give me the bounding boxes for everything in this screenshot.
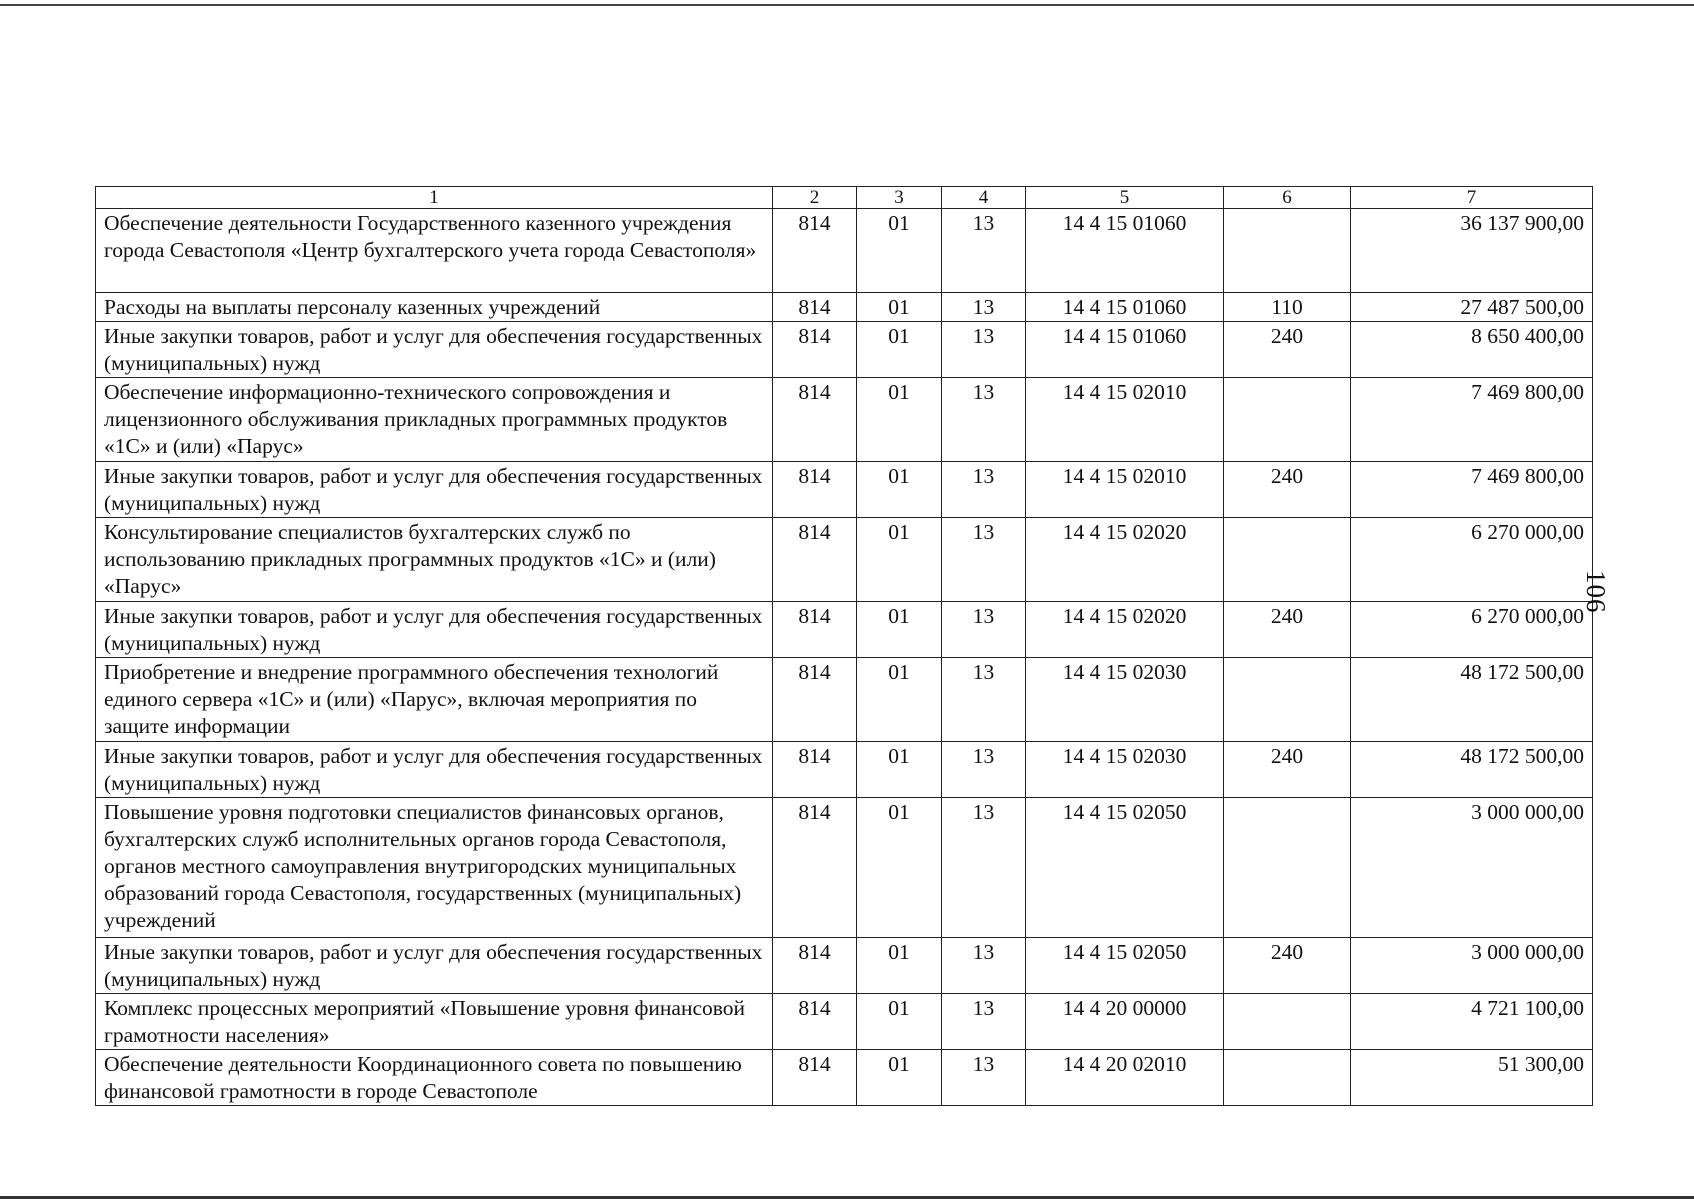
row-section: 01 bbox=[857, 518, 942, 602]
row-name: Обеспечение информационно-технического сопровождения и лицензионного обслуживания прикладных программных продуктов «1С» и (или) «Парус» bbox=[96, 378, 773, 462]
table-row bbox=[96, 462, 1593, 518]
row-section: 01 bbox=[857, 209, 942, 293]
row-section: 01 bbox=[857, 378, 942, 462]
row-expense-type: 240 bbox=[1224, 462, 1351, 518]
row-subsection: 13 bbox=[942, 378, 1026, 462]
row-subsection: 13 bbox=[942, 322, 1026, 378]
header-cell-7: 7 bbox=[1351, 187, 1593, 209]
row-subsection: 13 bbox=[942, 462, 1026, 518]
row-amount: 7 469 800,00 bbox=[1351, 378, 1593, 462]
table-row bbox=[96, 209, 1593, 293]
row-amount: 48 172 500,00 bbox=[1351, 658, 1593, 742]
row-subsection: 13 bbox=[942, 742, 1026, 798]
row-subsection: 13 bbox=[942, 994, 1026, 1050]
row-expense-type bbox=[1224, 378, 1351, 462]
table-row bbox=[96, 938, 1593, 994]
row-section: 01 bbox=[857, 293, 942, 322]
row-ministry-code: 814 bbox=[773, 518, 857, 602]
row-expense-type bbox=[1224, 798, 1351, 938]
header-cell-6: 6 bbox=[1224, 187, 1351, 209]
row-target-article: 14 4 15 02050 bbox=[1026, 938, 1224, 994]
row-name: Повышение уровня подготовки специалистов финансовых органов, бухгалтерских служб исполнительных органов города Севастополя, органов местного самоуправления внутригородских муниципальных образований города Севастополя, государственных (муниципальных) учреждений bbox=[96, 798, 773, 938]
row-ministry-code: 814 bbox=[773, 293, 857, 322]
row-expense-type bbox=[1224, 209, 1351, 293]
row-subsection: 13 bbox=[942, 293, 1026, 322]
row-name: Расходы на выплаты персоналу казенных учреждений bbox=[96, 293, 773, 322]
row-name: Обеспечение деятельности Координационного совета по повышению финансовой грамотности в городе Севастополе bbox=[96, 1050, 773, 1106]
table-row bbox=[96, 742, 1593, 798]
table-row bbox=[96, 658, 1593, 742]
row-subsection: 13 bbox=[942, 518, 1026, 602]
row-ministry-code: 814 bbox=[773, 602, 857, 658]
page-number: 106 bbox=[1581, 570, 1611, 614]
table-row bbox=[96, 293, 1593, 322]
row-section: 01 bbox=[857, 602, 942, 658]
table-row bbox=[96, 518, 1593, 602]
row-subsection: 13 bbox=[942, 798, 1026, 938]
row-amount: 48 172 500,00 bbox=[1351, 742, 1593, 798]
header-cell-3: 3 bbox=[857, 187, 942, 209]
row-section: 01 bbox=[857, 938, 942, 994]
row-target-article: 14 4 15 02010 bbox=[1026, 378, 1224, 462]
row-expense-type: 240 bbox=[1224, 938, 1351, 994]
header-cell-2: 2 bbox=[773, 187, 857, 209]
row-ministry-code: 814 bbox=[773, 938, 857, 994]
row-name: Иные закупки товаров, работ и услуг для обеспечения государственных (муниципальных) нужд bbox=[96, 938, 773, 994]
row-expense-type bbox=[1224, 518, 1351, 602]
table-row bbox=[96, 798, 1593, 938]
row-subsection: 13 bbox=[942, 938, 1026, 994]
row-name: Иные закупки товаров, работ и услуг для обеспечения государственных (муниципальных) нужд bbox=[96, 322, 773, 378]
row-target-article: 14 4 15 02050 bbox=[1026, 798, 1224, 938]
row-section: 01 bbox=[857, 322, 942, 378]
row-ministry-code: 814 bbox=[773, 462, 857, 518]
row-amount: 51 300,00 bbox=[1351, 1050, 1593, 1106]
row-amount: 8 650 400,00 bbox=[1351, 322, 1593, 378]
row-target-article: 14 4 15 02020 bbox=[1026, 518, 1224, 602]
row-amount: 3 000 000,00 bbox=[1351, 938, 1593, 994]
row-subsection: 13 bbox=[942, 658, 1026, 742]
row-ministry-code: 814 bbox=[773, 798, 857, 938]
scan-bottom-edge bbox=[0, 1196, 1694, 1199]
row-target-article: 14 4 15 02010 bbox=[1026, 462, 1224, 518]
row-target-article: 14 4 15 01060 bbox=[1026, 293, 1224, 322]
row-subsection: 13 bbox=[942, 1050, 1026, 1106]
row-name: Консультирование специалистов бухгалтерских служб по использованию прикладных программных продуктов «1С» и (или) «Парус» bbox=[96, 518, 773, 602]
table-row bbox=[96, 322, 1593, 378]
header-cell-4: 4 bbox=[942, 187, 1026, 209]
row-expense-type: 240 bbox=[1224, 322, 1351, 378]
row-name: Обеспечение деятельности Государственного казенного учреждения города Севастополя «Центр бухгалтерского учета города Севастополя» bbox=[96, 209, 773, 293]
row-name: Комплекс процессных мероприятий «Повышение уровня финансовой грамотности населения» bbox=[96, 994, 773, 1050]
row-expense-type bbox=[1224, 1050, 1351, 1106]
row-amount: 3 000 000,00 bbox=[1351, 798, 1593, 938]
row-target-article: 14 4 15 01060 bbox=[1026, 209, 1224, 293]
row-expense-type bbox=[1224, 994, 1351, 1050]
row-target-article: 14 4 15 01060 bbox=[1026, 322, 1224, 378]
row-expense-type: 110 bbox=[1224, 293, 1351, 322]
row-ministry-code: 814 bbox=[773, 209, 857, 293]
row-amount: 27 487 500,00 bbox=[1351, 293, 1593, 322]
row-expense-type bbox=[1224, 658, 1351, 742]
row-section: 01 bbox=[857, 742, 942, 798]
row-ministry-code: 814 bbox=[773, 378, 857, 462]
row-target-article: 14 4 20 02010 bbox=[1026, 1050, 1224, 1106]
row-name: Иные закупки товаров, работ и услуг для обеспечения государственных (муниципальных) нужд bbox=[96, 462, 773, 518]
header-cell-1: 1 bbox=[96, 187, 773, 209]
header-cell-5: 5 bbox=[1026, 187, 1224, 209]
row-name: Приобретение и внедрение программного обеспечения технологий единого сервера «1С» и (или) «Парус», включая мероприятия по защите информации bbox=[96, 658, 773, 742]
row-section: 01 bbox=[857, 658, 942, 742]
table-row bbox=[96, 994, 1593, 1050]
row-ministry-code: 814 bbox=[773, 658, 857, 742]
row-target-article: 14 4 15 02030 bbox=[1026, 742, 1224, 798]
row-subsection: 13 bbox=[942, 602, 1026, 658]
row-ministry-code: 814 bbox=[773, 322, 857, 378]
row-section: 01 bbox=[857, 1050, 942, 1106]
row-name: Иные закупки товаров, работ и услуг для обеспечения государственных (муниципальных) нужд bbox=[96, 602, 773, 658]
row-amount: 6 270 000,00 bbox=[1351, 602, 1593, 658]
table-row bbox=[96, 378, 1593, 462]
row-amount: 4 721 100,00 bbox=[1351, 994, 1593, 1050]
header-row bbox=[96, 187, 1593, 209]
row-amount: 36 137 900,00 bbox=[1351, 209, 1593, 293]
row-expense-type: 240 bbox=[1224, 742, 1351, 798]
row-ministry-code: 814 bbox=[773, 994, 857, 1050]
row-target-article: 14 4 15 02030 bbox=[1026, 658, 1224, 742]
row-ministry-code: 814 bbox=[773, 742, 857, 798]
row-section: 01 bbox=[857, 994, 942, 1050]
row-section: 01 bbox=[857, 798, 942, 938]
row-target-article: 14 4 15 02020 bbox=[1026, 602, 1224, 658]
row-section: 01 bbox=[857, 462, 942, 518]
row-amount: 6 270 000,00 bbox=[1351, 518, 1593, 602]
scan-top-edge bbox=[0, 4, 1694, 6]
row-amount: 7 469 800,00 bbox=[1351, 462, 1593, 518]
budget-table bbox=[95, 186, 1593, 1106]
table-row bbox=[96, 1050, 1593, 1106]
row-name: Иные закупки товаров, работ и услуг для обеспечения государственных (муниципальных) нужд bbox=[96, 742, 773, 798]
row-expense-type: 240 bbox=[1224, 602, 1351, 658]
table-row bbox=[96, 602, 1593, 658]
row-ministry-code: 814 bbox=[773, 1050, 857, 1106]
row-subsection: 13 bbox=[942, 209, 1026, 293]
row-target-article: 14 4 20 00000 bbox=[1026, 994, 1224, 1050]
